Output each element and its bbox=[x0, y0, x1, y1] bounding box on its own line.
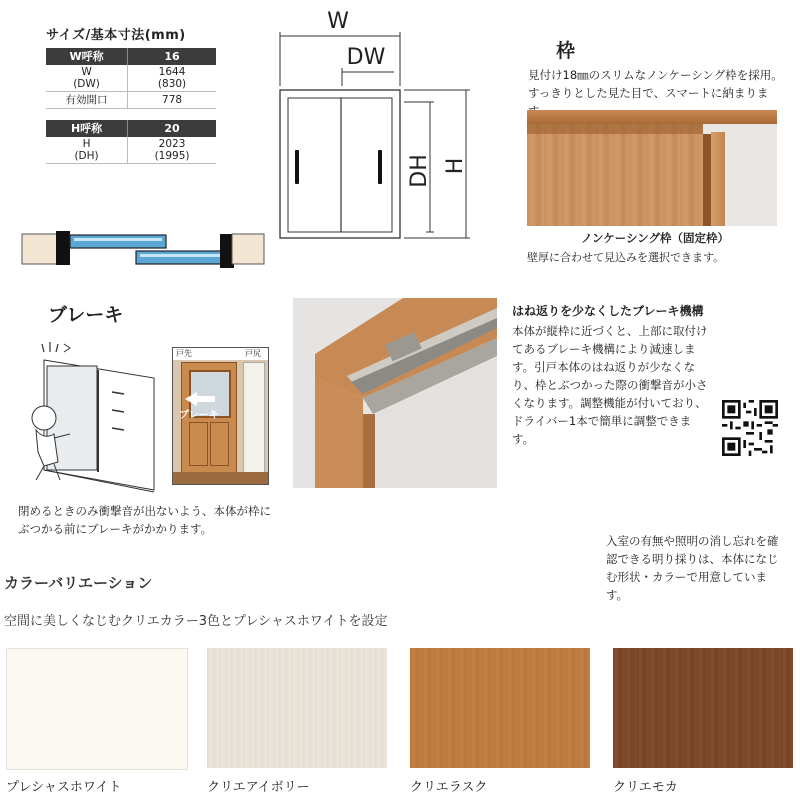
swatch-crie-mocha[interactable] bbox=[613, 648, 793, 768]
tosaki-label: 戸先 bbox=[176, 349, 192, 358]
w-label: W (DW) bbox=[46, 65, 128, 92]
opening-value: 778 bbox=[128, 92, 216, 109]
akari-text: 入室の有無や照明の消し忘れを確認できる明り採りは、本体になじむ形状・カラーで用意しています。 bbox=[606, 534, 779, 602]
w-value: 1644 (830) bbox=[128, 65, 216, 92]
swatch-crie-ivory[interactable] bbox=[207, 648, 387, 768]
frame-heading: 枠 bbox=[556, 40, 576, 62]
swatch-crie-rusk[interactable] bbox=[410, 648, 590, 768]
brake-illustration bbox=[14, 330, 164, 500]
tojiri-label: 戸尻 bbox=[245, 349, 261, 358]
spec-w-table bbox=[46, 48, 216, 109]
h-dim-label: H bbox=[443, 157, 468, 175]
swatch-label-crie-mocha: クリエモカ bbox=[613, 780, 678, 795]
qr-code-icon[interactable] bbox=[722, 400, 778, 456]
brake-mechanism-photo bbox=[293, 298, 497, 488]
swatch-label-crie-ivory: クリエアイボリー bbox=[207, 780, 310, 795]
swatch-label-crie-rusk: クリエラスク bbox=[410, 780, 488, 795]
brake-mech-text: 本体が縦枠に近づくと、上部に取付けてあるブレーキ機構により減速します。引戸本体のはね返りが少なくなり、枠とぶつかった際の衝撃音が小さくなります。調整機能が付いており、ドライバー1本で簡単に調整できます。 bbox=[512, 324, 708, 446]
brake-heading: ブレーキ bbox=[48, 304, 124, 326]
spec-h-table bbox=[46, 120, 216, 164]
colors-subheading: 空間に美しくなじむクリエカラー3色とプレシャスホワイトを設定 bbox=[4, 614, 388, 629]
h-value: 2023 (1995) bbox=[128, 137, 216, 164]
opening-label: 有効開口 bbox=[46, 92, 128, 109]
brake-description: 閉めるときのみ衝撃音が出ないよう、本体が枠にぶつかる前にブレーキがかかります。 bbox=[18, 504, 271, 536]
plan-section-diagram bbox=[18, 222, 268, 277]
w-header-value: 16 bbox=[128, 48, 216, 65]
door-brake-photo bbox=[172, 347, 269, 485]
dh-dim-label: DH bbox=[407, 154, 432, 188]
h-label: H (DH) bbox=[46, 137, 128, 164]
swatch-label-precious-white: プレシャスホワイト bbox=[6, 780, 122, 795]
h-header-value: 20 bbox=[128, 120, 216, 137]
w-header-label: W呼称 bbox=[46, 48, 128, 65]
frame-caption: ノンケーシング枠（固定枠） bbox=[580, 231, 730, 245]
brake-photo-label: ブレーキ bbox=[179, 410, 219, 421]
spec-title: サイズ/基本寸法(mm) bbox=[46, 28, 186, 43]
dw-dim-label: DW bbox=[346, 45, 386, 70]
swatch-precious-white[interactable] bbox=[6, 648, 188, 770]
h-header-label: H呼称 bbox=[46, 120, 128, 137]
brake-mech-heading: はね返りを少なくしたブレーキ機構 bbox=[512, 304, 704, 318]
elevation-diagram bbox=[270, 6, 480, 246]
w-dim-label: W bbox=[327, 9, 349, 34]
colors-heading: カラーバリエーション bbox=[4, 574, 153, 592]
frame-note: 壁厚に合わせて見込みを選択できます。 bbox=[527, 251, 725, 264]
frame-description: 見付け18㎜のスリムなノンケーシング枠を採用。すっきりとした見た目で、スマートに納まりま bbox=[528, 68, 783, 100]
frame-photo bbox=[527, 110, 777, 226]
